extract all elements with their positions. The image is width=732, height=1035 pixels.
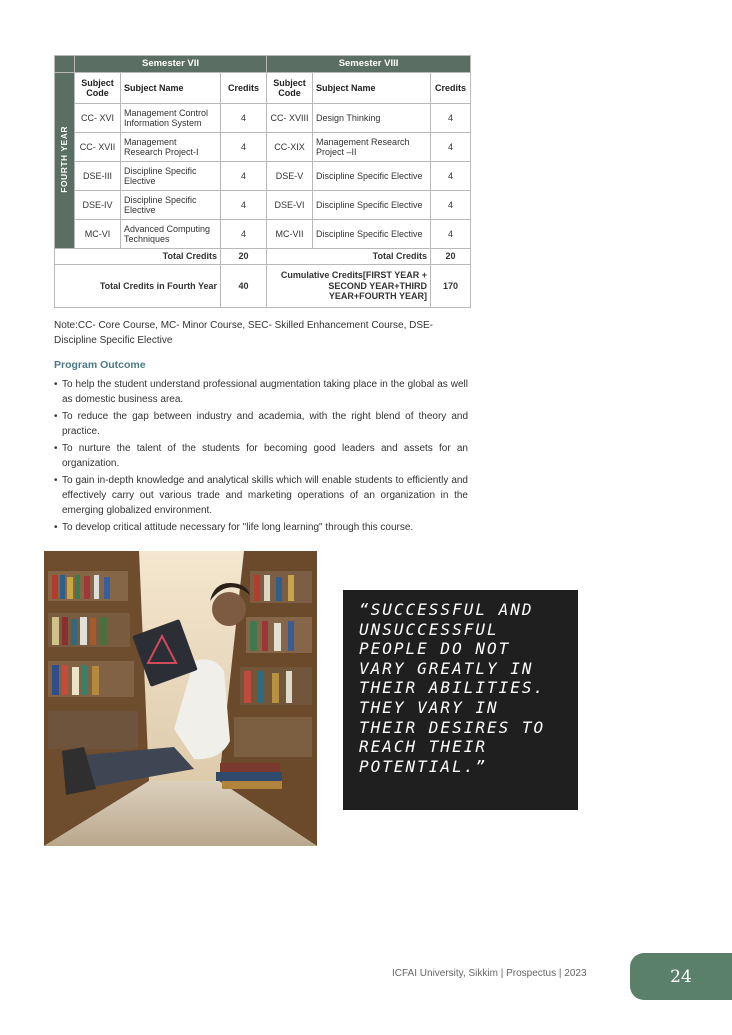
subject-code: DSE-V	[267, 162, 313, 191]
credits-table	[54, 55, 471, 308]
photo-illustration	[44, 551, 317, 846]
subject-name: Management Control Information System	[121, 104, 221, 133]
subject-name: Discipline Specific Elective	[313, 220, 431, 249]
col-header-credits: Credits	[221, 73, 267, 104]
subject-code: DSE-VI	[267, 191, 313, 220]
list-item: • To develop critical attitude necessary for "life long learning" through this course.	[54, 520, 468, 535]
subject-credits: 4	[221, 220, 267, 249]
program-outcome-title: Program Outcome	[54, 359, 146, 371]
total-credits-label: Total Credits	[267, 249, 431, 265]
semester-vii-total: 20	[221, 249, 267, 265]
col-header-code: Subject Code	[267, 73, 313, 104]
subject-credits: 4	[431, 220, 471, 249]
subject-code: CC- XVI	[75, 104, 121, 133]
header-spacer	[55, 56, 75, 73]
fourth-year-total: 40	[221, 265, 267, 308]
subject-name: Advanced Computing Techniques	[121, 220, 221, 249]
subject-code: MC-VI	[75, 220, 121, 249]
list-item: • To gain in-depth knowledge and analytical skills which will enable students to efficiently and effectively carry out various trade and marketing operations of an organization in the emerging globalized environment.	[54, 473, 468, 518]
fourth-year-total-label: Total Credits in Fourth Year	[55, 265, 221, 308]
subject-credits: 4	[221, 133, 267, 162]
subject-name: Discipline Specific Elective	[313, 162, 431, 191]
table-row	[55, 220, 471, 249]
subject-credits: 4	[431, 191, 471, 220]
subject-code: CC-XIX	[267, 133, 313, 162]
subject-name: Design Thinking	[313, 104, 431, 133]
subject-credits: 4	[431, 133, 471, 162]
table-row	[55, 191, 471, 220]
subject-name: Discipline Specific Elective	[121, 162, 221, 191]
note-text: Note:CC- Core Course, MC- Minor Course, SEC- Skilled Enhancement Course, DSE-Discipline Specific Elective	[54, 320, 434, 346]
subject-credits: 4	[221, 104, 267, 133]
col-header-code: Subject Code	[75, 73, 121, 104]
col-header-credits: Credits	[431, 73, 471, 104]
subject-code: CC- XVII	[75, 133, 121, 162]
quote-box	[343, 590, 578, 810]
col-header-name: Subject Name	[313, 73, 431, 104]
quote-text: “SUCCESSFUL AND UNSUCCESSFUL PEOPLE DO NOT VARY GREATLY IN THEIR ABILITIES. THEY VARY IN THEIR DESIRES TO REACH THEIR POTENTIAL.”	[359, 600, 546, 776]
subject-name: Management Research Project –II	[313, 133, 431, 162]
footer-text: ICFAI University, Sikkim | Prospectus | 2023	[392, 968, 587, 979]
subject-credits: 4	[221, 162, 267, 191]
list-item: • To reduce the gap between industry and academia, with the right blend of theory and practice.	[54, 409, 468, 439]
page-number: 24	[630, 953, 732, 1000]
program-outcome-list	[54, 377, 468, 537]
subject-name: Discipline Specific Elective	[313, 191, 431, 220]
fourth-year-label: FOURTH YEAR	[55, 73, 75, 249]
year-total-row	[55, 265, 471, 308]
col-header-name: Subject Name	[121, 73, 221, 104]
table-row	[55, 162, 471, 191]
cumulative-credits-label: Cumulative Credits[FIRST YEAR + SECOND YEAR+THIRD YEAR+FOURTH YEAR]	[267, 265, 431, 308]
total-credits-row	[55, 249, 471, 265]
list-item: • To nurture the talent of the students for becoming good leaders and assets for an organization.	[54, 441, 468, 471]
total-credits-label: Total Credits	[55, 249, 221, 265]
table-row	[55, 133, 471, 162]
cumulative-credits-total: 170	[431, 265, 471, 308]
library-student-photo	[44, 551, 317, 846]
subject-name: Management Research Project-I	[121, 133, 221, 162]
table-row	[55, 104, 471, 133]
subject-code: MC-VII	[267, 220, 313, 249]
list-item: • To help the student understand professional augmentation taking place in the global as well as domestic business area.	[54, 377, 468, 407]
semester-viii-header: Semester VIII	[267, 56, 471, 73]
subject-code: CC- XVIII	[267, 104, 313, 133]
subject-credits: 4	[221, 191, 267, 220]
semester-vii-header: Semester VII	[75, 56, 267, 73]
subject-code: DSE-IV	[75, 191, 121, 220]
semester-viii-total: 20	[431, 249, 471, 265]
subject-code: DSE-III	[75, 162, 121, 191]
subject-credits: 4	[431, 162, 471, 191]
subject-name: Discipline Specific Elective	[121, 191, 221, 220]
subject-credits: 4	[431, 104, 471, 133]
